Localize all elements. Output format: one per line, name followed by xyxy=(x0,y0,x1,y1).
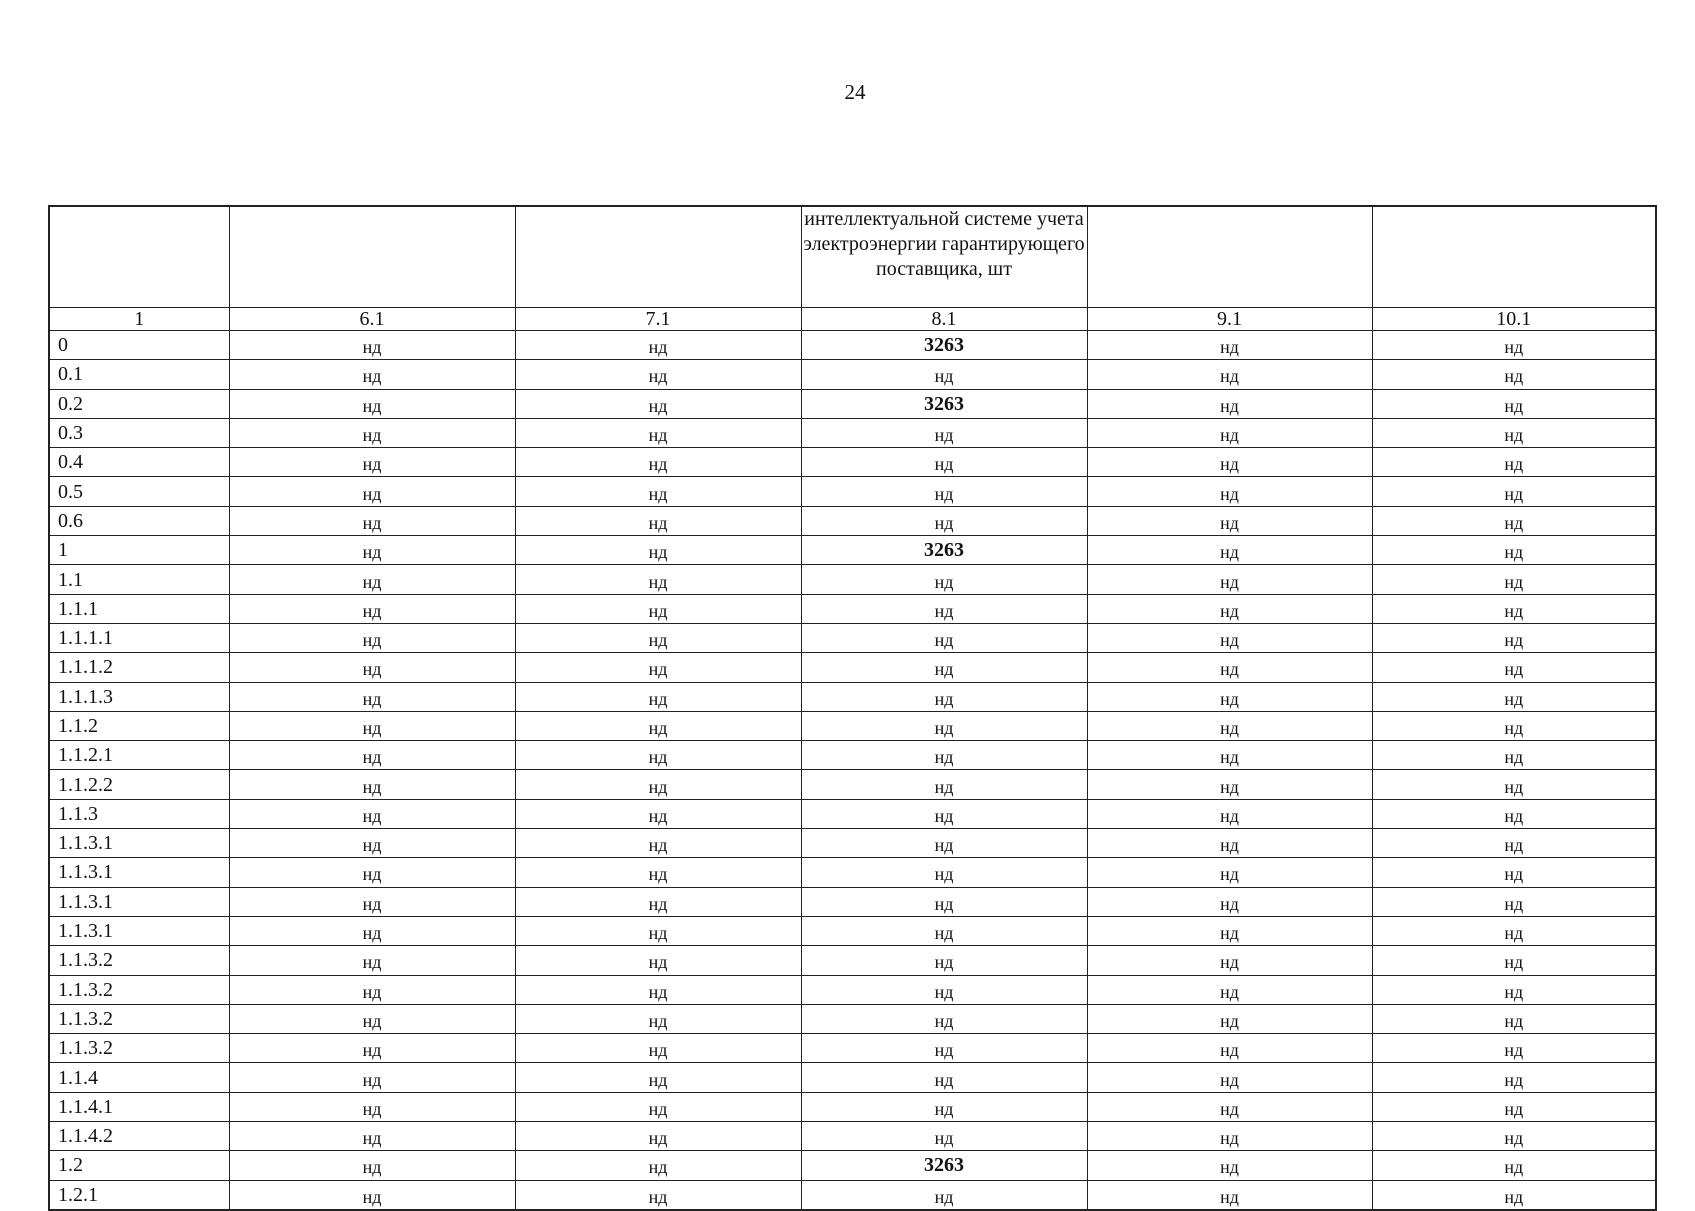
table-row xyxy=(49,770,1656,799)
value-cell: нд xyxy=(515,1122,801,1151)
value-cell: нд xyxy=(229,770,515,799)
table-row xyxy=(49,858,1656,887)
table-row xyxy=(49,653,1656,682)
value-cell: нд xyxy=(1372,682,1656,711)
value-cell: нд xyxy=(515,360,801,389)
value-cell: нд xyxy=(801,360,1087,389)
row-code-cell: 1.2 xyxy=(49,1151,229,1180)
row-code-cell: 1.1.3.2 xyxy=(49,1004,229,1033)
table-row xyxy=(49,418,1656,447)
value-cell: нд xyxy=(229,418,515,447)
value-cell: нд xyxy=(1087,975,1372,1004)
table-row xyxy=(49,623,1656,652)
table-row xyxy=(49,331,1656,360)
value-cell: нд xyxy=(1372,1180,1656,1210)
row-code-cell: 0 xyxy=(49,331,229,360)
table-row xyxy=(49,829,1656,858)
value-cell: нд xyxy=(1087,623,1372,652)
value-cell: нд xyxy=(1372,448,1656,477)
value-cell: нд xyxy=(1372,916,1656,945)
column-number: 6.1 xyxy=(229,308,515,331)
value-cell: нд xyxy=(1372,389,1656,418)
row-code-cell: 0.4 xyxy=(49,448,229,477)
value-cell: нд xyxy=(515,1180,801,1210)
value-cell: нд xyxy=(1087,829,1372,858)
value-cell: нд xyxy=(1087,711,1372,740)
value-cell: нд xyxy=(229,506,515,535)
value-cell: нд xyxy=(229,565,515,594)
value-cell: нд xyxy=(229,1122,515,1151)
value-cell: нд xyxy=(515,594,801,623)
value-cell: нд xyxy=(229,331,515,360)
value-cell: нд xyxy=(801,799,1087,828)
table-row xyxy=(49,360,1656,389)
table-body xyxy=(49,206,1656,1210)
value-cell: нд xyxy=(1372,829,1656,858)
table-row xyxy=(49,565,1656,594)
value-cell: нд xyxy=(229,1063,515,1092)
value-cell: нд xyxy=(229,1092,515,1121)
value-cell: нд xyxy=(1372,418,1656,447)
row-code-cell: 1.1.4.2 xyxy=(49,1122,229,1151)
value-cell: нд xyxy=(1087,858,1372,887)
value-cell: нд xyxy=(801,623,1087,652)
table-row xyxy=(49,1004,1656,1033)
value-cell: нд xyxy=(801,418,1087,447)
value-cell: нд xyxy=(801,565,1087,594)
row-code-cell: 1.1.2.1 xyxy=(49,741,229,770)
value-cell: нд xyxy=(1087,887,1372,916)
row-code-cell: 1.1.4.1 xyxy=(49,1092,229,1121)
value-cell: нд xyxy=(1087,565,1372,594)
table-row xyxy=(49,389,1656,418)
value-cell: нд xyxy=(1087,389,1372,418)
row-code-cell: 1.1.3.2 xyxy=(49,946,229,975)
value-cell: нд xyxy=(1372,1004,1656,1033)
row-code-cell: 1.1.3.1 xyxy=(49,887,229,916)
value-cell: нд xyxy=(1372,653,1656,682)
row-code-cell: 1.1.3.1 xyxy=(49,916,229,945)
table-row xyxy=(49,1151,1656,1180)
page-number: 24 xyxy=(844,80,866,104)
value-cell: нд xyxy=(515,829,801,858)
value-cell: нд xyxy=(1087,916,1372,945)
table-row xyxy=(49,741,1656,770)
table-row xyxy=(49,1034,1656,1063)
value-cell: нд xyxy=(515,623,801,652)
row-code-cell: 1.1.2 xyxy=(49,711,229,740)
value-cell: нд xyxy=(229,1034,515,1063)
table-row xyxy=(49,682,1656,711)
value-cell: нд xyxy=(229,477,515,506)
row-code-cell: 1.1.1 xyxy=(49,594,229,623)
value-cell: нд xyxy=(515,565,801,594)
row-code-cell: 0.1 xyxy=(49,360,229,389)
value-cell: нд xyxy=(1372,975,1656,1004)
value-cell: нд xyxy=(1372,1034,1656,1063)
row-code-cell: 1.1.3.2 xyxy=(49,975,229,1004)
row-code-cell: 1.1.3.2 xyxy=(49,1034,229,1063)
table-row xyxy=(49,1063,1656,1092)
value-cell: нд xyxy=(515,1151,801,1180)
value-cell: нд xyxy=(1087,682,1372,711)
value-cell: нд xyxy=(515,1063,801,1092)
table-row xyxy=(49,536,1656,565)
value-cell: нд xyxy=(801,975,1087,1004)
row-code-cell: 1.2.1 xyxy=(49,1180,229,1210)
value-cell: нд xyxy=(515,1004,801,1033)
value-cell: нд xyxy=(1087,1180,1372,1210)
value-cell: нд xyxy=(515,711,801,740)
value-cell: нд xyxy=(1087,360,1372,389)
value-cell: нд xyxy=(515,1092,801,1121)
column-number: 9.1 xyxy=(1087,308,1372,331)
table-row xyxy=(49,1180,1656,1210)
value-cell: нд xyxy=(801,594,1087,623)
value-cell: нд xyxy=(801,653,1087,682)
value-cell: нд xyxy=(515,682,801,711)
header-cell-7 xyxy=(515,206,801,308)
value-cell: нд xyxy=(801,829,1087,858)
value-cell: нд xyxy=(229,623,515,652)
row-code-cell: 1.1 xyxy=(49,565,229,594)
value-cell: нд xyxy=(515,653,801,682)
value-cell: нд xyxy=(515,946,801,975)
value-cell: 3263 xyxy=(801,1151,1087,1180)
header-cell-1 xyxy=(49,206,229,308)
row-code-cell: 0.6 xyxy=(49,506,229,535)
value-cell: нд xyxy=(1372,331,1656,360)
value-cell: нд xyxy=(229,594,515,623)
table-row xyxy=(49,887,1656,916)
column-number: 8.1 xyxy=(801,308,1087,331)
column-number: 7.1 xyxy=(515,308,801,331)
value-cell: нд xyxy=(801,858,1087,887)
value-cell: нд xyxy=(1087,1063,1372,1092)
header-cell-9 xyxy=(1087,206,1372,308)
value-cell: нд xyxy=(515,770,801,799)
row-code-cell: 1.1.1.3 xyxy=(49,682,229,711)
value-cell: нд xyxy=(515,448,801,477)
value-cell: нд xyxy=(1087,1092,1372,1121)
table-row xyxy=(49,506,1656,535)
value-cell: нд xyxy=(1087,477,1372,506)
value-cell: нд xyxy=(515,799,801,828)
value-cell: нд xyxy=(229,741,515,770)
column-number: 10.1 xyxy=(1372,308,1656,331)
row-code-cell: 1.1.3.1 xyxy=(49,829,229,858)
value-cell: нд xyxy=(801,741,1087,770)
value-cell: нд xyxy=(801,506,1087,535)
value-cell: нд xyxy=(515,389,801,418)
value-cell: нд xyxy=(1372,360,1656,389)
value-cell: нд xyxy=(1087,741,1372,770)
value-cell: нд xyxy=(1372,799,1656,828)
value-cell: нд xyxy=(1087,1122,1372,1151)
value-cell: нд xyxy=(229,975,515,1004)
value-cell: нд xyxy=(1087,331,1372,360)
value-cell: нд xyxy=(801,1004,1087,1033)
value-cell: нд xyxy=(515,536,801,565)
value-cell: нд xyxy=(1372,623,1656,652)
value-cell: нд xyxy=(229,946,515,975)
column-number: 1 xyxy=(49,308,229,331)
value-cell: нд xyxy=(1372,770,1656,799)
value-cell: нд xyxy=(1372,1151,1656,1180)
value-cell: нд xyxy=(801,1122,1087,1151)
value-cell: нд xyxy=(1087,770,1372,799)
data-table xyxy=(48,205,1657,1211)
table-row xyxy=(49,916,1656,945)
header-cell-8: интеллектуальной системе учета электроэнергии гарантирующего поставщика, шт xyxy=(801,206,1087,308)
table-row xyxy=(49,946,1656,975)
row-code-cell: 1.1.1.2 xyxy=(49,653,229,682)
value-cell: нд xyxy=(229,360,515,389)
value-cell: нд xyxy=(229,1004,515,1033)
value-cell: нд xyxy=(1372,1122,1656,1151)
value-cell: нд xyxy=(801,1063,1087,1092)
row-code-cell: 1.1.2.2 xyxy=(49,770,229,799)
row-code-cell: 0.2 xyxy=(49,389,229,418)
value-cell: нд xyxy=(1372,506,1656,535)
value-cell: нд xyxy=(229,858,515,887)
value-cell: нд xyxy=(229,1180,515,1210)
value-cell: нд xyxy=(515,741,801,770)
value-cell: нд xyxy=(515,916,801,945)
value-cell: нд xyxy=(1087,506,1372,535)
value-cell: нд xyxy=(1372,711,1656,740)
value-cell: нд xyxy=(229,448,515,477)
value-cell: нд xyxy=(229,536,515,565)
value-cell: нд xyxy=(1087,1004,1372,1033)
value-cell: нд xyxy=(1372,887,1656,916)
value-cell: нд xyxy=(515,418,801,447)
row-code-cell: 1 xyxy=(49,536,229,565)
value-cell: нд xyxy=(515,1034,801,1063)
value-cell: нд xyxy=(1087,799,1372,828)
value-cell: нд xyxy=(515,975,801,1004)
value-cell: нд xyxy=(1372,741,1656,770)
table-row xyxy=(49,1122,1656,1151)
value-cell: нд xyxy=(229,916,515,945)
value-cell: нд xyxy=(1372,477,1656,506)
value-cell: нд xyxy=(801,477,1087,506)
value-cell: 3263 xyxy=(801,389,1087,418)
row-code-cell: 1.1.3.1 xyxy=(49,858,229,887)
row-code-cell: 0.5 xyxy=(49,477,229,506)
value-cell: нд xyxy=(1372,536,1656,565)
value-cell: нд xyxy=(801,711,1087,740)
header-cell-10 xyxy=(1372,206,1656,308)
value-cell: нд xyxy=(1372,1063,1656,1092)
value-cell: нд xyxy=(1372,594,1656,623)
value-cell: нд xyxy=(1372,858,1656,887)
value-cell: нд xyxy=(1372,946,1656,975)
value-cell: нд xyxy=(515,506,801,535)
value-cell: нд xyxy=(1087,653,1372,682)
value-cell: нд xyxy=(1087,536,1372,565)
table-row xyxy=(49,448,1656,477)
value-cell: нд xyxy=(1087,1151,1372,1180)
table-row xyxy=(49,799,1656,828)
table-row xyxy=(49,1092,1656,1121)
value-cell: нд xyxy=(229,389,515,418)
value-cell: нд xyxy=(801,1180,1087,1210)
value-cell: нд xyxy=(515,858,801,887)
value-cell: нд xyxy=(1087,594,1372,623)
row-code-cell: 0.3 xyxy=(49,418,229,447)
value-cell: нд xyxy=(801,946,1087,975)
column-number-row xyxy=(49,308,1656,331)
value-cell: нд xyxy=(515,331,801,360)
value-cell: нд xyxy=(229,799,515,828)
row-code-cell: 1.1.3 xyxy=(49,799,229,828)
table-row xyxy=(49,477,1656,506)
value-cell: нд xyxy=(229,711,515,740)
header-cell-6 xyxy=(229,206,515,308)
value-cell: 3263 xyxy=(801,331,1087,360)
table-row xyxy=(49,594,1656,623)
value-cell: нд xyxy=(229,682,515,711)
value-cell: нд xyxy=(515,477,801,506)
value-cell: нд xyxy=(801,1092,1087,1121)
value-cell: 3263 xyxy=(801,536,1087,565)
value-cell: нд xyxy=(1087,946,1372,975)
row-code-cell: 1.1.1.1 xyxy=(49,623,229,652)
value-cell: нд xyxy=(229,887,515,916)
value-cell: нд xyxy=(801,770,1087,799)
value-cell: нд xyxy=(229,653,515,682)
value-cell: нд xyxy=(229,1151,515,1180)
value-cell: нд xyxy=(801,448,1087,477)
value-cell: нд xyxy=(1087,448,1372,477)
value-cell: нд xyxy=(515,887,801,916)
value-cell: нд xyxy=(1087,418,1372,447)
value-cell: нд xyxy=(801,916,1087,945)
value-cell: нд xyxy=(1372,1092,1656,1121)
header-row xyxy=(49,206,1656,308)
value-cell: нд xyxy=(229,829,515,858)
value-cell: нд xyxy=(801,682,1087,711)
value-cell: нд xyxy=(801,1034,1087,1063)
table-row xyxy=(49,711,1656,740)
value-cell: нд xyxy=(1372,565,1656,594)
row-code-cell: 1.1.4 xyxy=(49,1063,229,1092)
value-cell: нд xyxy=(1087,1034,1372,1063)
value-cell: нд xyxy=(801,887,1087,916)
table-row xyxy=(49,975,1656,1004)
